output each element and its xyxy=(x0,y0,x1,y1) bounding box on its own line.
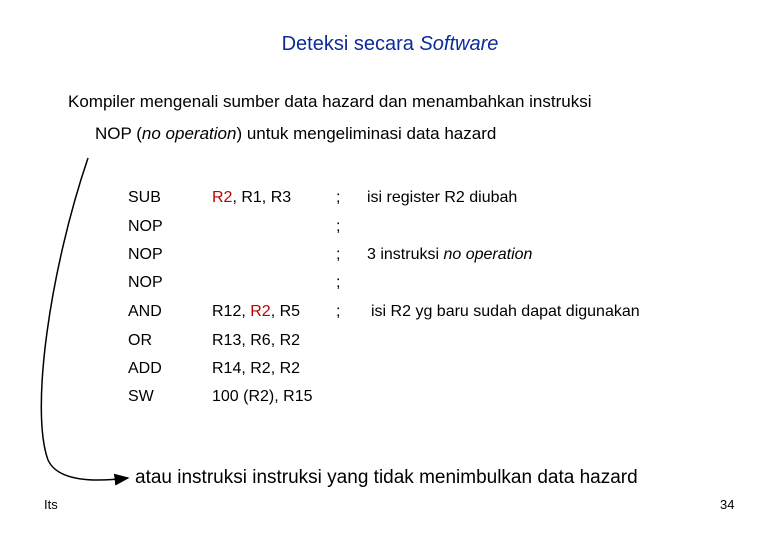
page-number: 34 xyxy=(720,497,735,512)
instr-semicolon: ; xyxy=(336,246,341,263)
hazard-register: R2 xyxy=(250,303,271,320)
instr-comment: isi register R2 diubah xyxy=(367,189,518,206)
instr-op: ADD xyxy=(128,360,162,377)
instr-comment: isi R2 yg baru sudah dapat digunakan xyxy=(371,303,640,320)
instr-op: SW xyxy=(128,388,154,405)
instr-op: OR xyxy=(128,332,152,349)
footer-text: atau instruksi instruksi yang tidak menimbulkan data hazard xyxy=(135,467,638,488)
instr-op: AND xyxy=(128,303,162,320)
intro-line-1: Kompiler mengenali sumber data hazard dan menambahkan instruksi xyxy=(68,92,592,111)
intro-line-2-emphasis: no operation xyxy=(141,124,237,143)
instr-op: NOP xyxy=(128,274,163,291)
operands-post: , R5 xyxy=(270,303,301,320)
instr-op: SUB xyxy=(128,189,161,206)
footer-left-label: Its xyxy=(44,497,58,512)
instr-operands: 100 (R2), R15 xyxy=(212,388,313,405)
comment-pre: 3 instruksi xyxy=(367,246,444,263)
instr-operands: R13, R6, R2 xyxy=(212,332,301,349)
intro-line-2-post: ) untuk mengeliminasi data hazard xyxy=(236,124,497,143)
instr-semicolon: ; xyxy=(336,218,341,235)
instr-op: NOP xyxy=(128,246,163,263)
intro-line-2-pre: NOP ( xyxy=(95,124,142,143)
hazard-register: R2 xyxy=(212,189,233,206)
operands-rest: , R1, R3 xyxy=(232,189,292,206)
instr-operands: R14, R2, R2 xyxy=(212,360,301,377)
operands-pre: R12, xyxy=(212,303,251,320)
comment-emphasis: no operation xyxy=(443,246,533,263)
slide-title-main: Deteksi secara xyxy=(281,33,420,55)
instr-semicolon: ; xyxy=(336,303,341,320)
instr-semicolon: ; xyxy=(336,274,341,291)
slide-title-emphasis: Software xyxy=(419,33,499,55)
instr-op: NOP xyxy=(128,218,163,235)
instr-semicolon: ; xyxy=(336,189,341,206)
